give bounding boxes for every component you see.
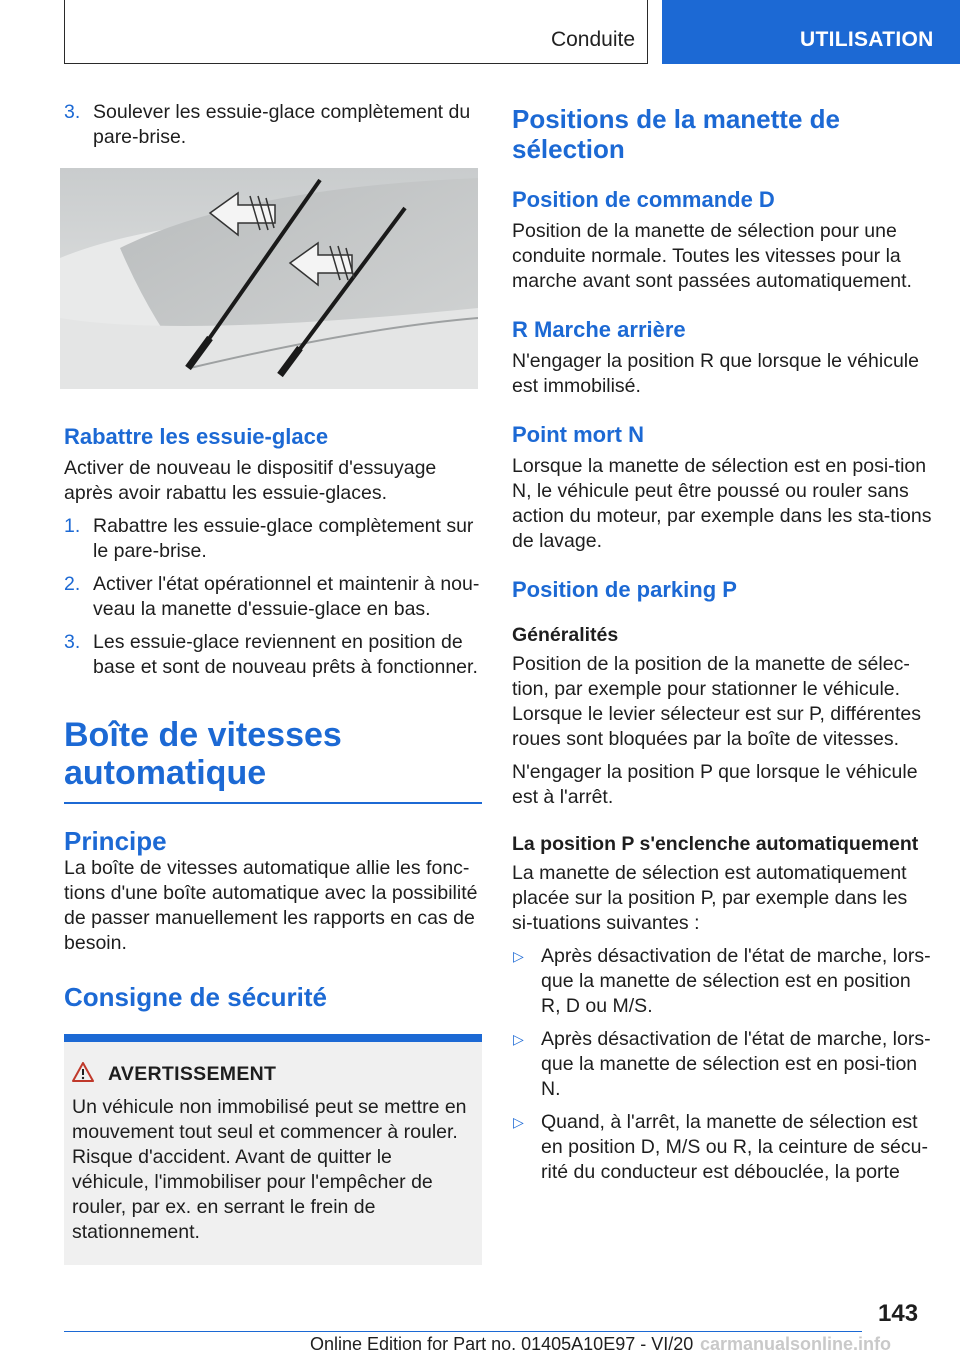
triangle-bullet-icon: ▷ [513,1114,524,1130]
footer-divider [64,1331,862,1332]
heading-line: Positions de la manette de [512,104,840,134]
step-number: 3. [64,631,81,653]
heading-line: sélection [512,134,625,164]
section-heading-securite: Consigne de sécurité [64,982,327,1012]
chapter-heading-line: automatique [64,754,267,792]
step-item [64,572,482,622]
windshield-wiper-illustration [60,168,478,389]
warning-text: Un véhicule non immobilisé peut se mettre en mouvement tout seul et commencer à rouler. Risque d'accident. Avant de quitter le véhicule, l'immobiliser pour l'empêcher de rouler, par ex. en serrant le frein de stationnement. [72,1096,467,1243]
paragraph: Activer de nouveau le dispositif d'essuyage après avoir rabattu les essuie-glaces. [64,457,437,504]
section-heading-principe: Principe [64,826,167,856]
warning-title [72,1062,474,1087]
subsubheading-generalites: Généralités [512,624,619,646]
step-item [64,100,482,150]
list-item-text: Après désactivation de l'état de marche, lors-que la manette de sélection est en position R, D ou M/S. [541,945,931,1017]
warning-triangle-icon [72,1062,94,1087]
list-item-text: Après désactivation de l'état de marche, lors-que la manette de sélection est en posi-tion N. [541,1028,931,1100]
edition-note: Online Edition for Part no. 01405A10E97 - VI/20 [310,1334,694,1354]
paragraph: La manette de sélection est automatiquement placée sur la position P, par exemple dans les si-tuations suivantes : [512,862,908,934]
steps-list [64,514,482,680]
step-number: 2. [64,573,81,595]
subsubheading-auto: La position P s'enclenche automatiquement [512,833,919,855]
step-number: 3. [64,101,81,123]
paragraph: Position de la manette de sélection pour une conduite normale. Toutes les vitesses pour la marche avant sont passées automatiquement. [512,220,912,292]
list-item [512,1110,932,1185]
step-text: Soulever les essuie-glace complètement du pare-brise. [93,101,471,148]
paragraph: N'engager la position P que lorsque le véhicule est à l'arrêt. [512,761,918,808]
page-number: 143 [878,1300,919,1327]
watermark: carmanualsonline.info [700,1334,892,1354]
subheading-position-r: R Marche arrière [512,317,686,342]
right-column [512,100,932,1193]
list-item [512,1027,932,1102]
windshield-wiper-image [60,168,478,389]
subheading-position-p: Position de parking P [512,577,737,602]
step-item [64,630,482,680]
paragraph: Position de la position de la manette de sélec-tion, par exemple pour stationner le véhicule. Lorsque le levier sélecteur est sur P, différentes roues sont bloquées par la boîte de vitesses. [512,653,922,750]
step-item [64,514,482,564]
step-text: Activer l'état opérationnel et maintenir à nou-veau la manette d'essuie-glace en bas. [93,573,480,620]
list-item-text: Quand, à l'arrêt, la manette de sélection est en position D, M/S ou R, la ceinture de sécu-rité du conducteur est débouclée, la porte [541,1111,928,1183]
chapter-heading-line: Boîte de vitesses [64,716,342,754]
paragraph: Lorsque la manette de sélection est en posi-tion N, le véhicule peut être poussé ou rouler sans action du moteur, par exemple dans les sta-tions de lavage. [512,455,932,552]
section-heading-positions [512,104,932,164]
chapter-heading [64,716,482,804]
bullet-list [512,944,932,1185]
header-chapter-box [662,0,960,64]
paragraph: N'engager la position R que lorsque le véhicule est immobilisé. [512,350,919,397]
header-section-box [64,0,648,64]
step-text: Rabattre les essuie-glace complètement sur le pare-brise. [93,515,474,562]
warning-label: AVERTISSEMENT [108,1063,277,1085]
step-number: 1. [64,515,81,537]
paragraph: La boîte de vitesses automatique allie les fonc-tions d'une boîte automatique avec la possibilité de passer manuellement les rapports en cas de besoin. [64,857,478,954]
left-column [64,100,482,1265]
subheading-position-d: Position de commande D [512,187,775,212]
section-heading-rabattre: Rabattre les essuie-glace [64,424,329,449]
step-text: Les essuie-glace reviennent en position de base et sont de nouveau prêts à fonctionner. [93,631,478,678]
list-item [512,944,932,1019]
header-chapter-title: UTILISATION [800,28,934,51]
triangle-bullet-icon: ▷ [513,1031,524,1047]
header-section-title: Conduite [550,28,635,51]
triangle-bullet-icon: ▷ [513,948,524,964]
subheading-position-n: Point mort N [512,422,644,447]
warning-box [64,1034,482,1265]
